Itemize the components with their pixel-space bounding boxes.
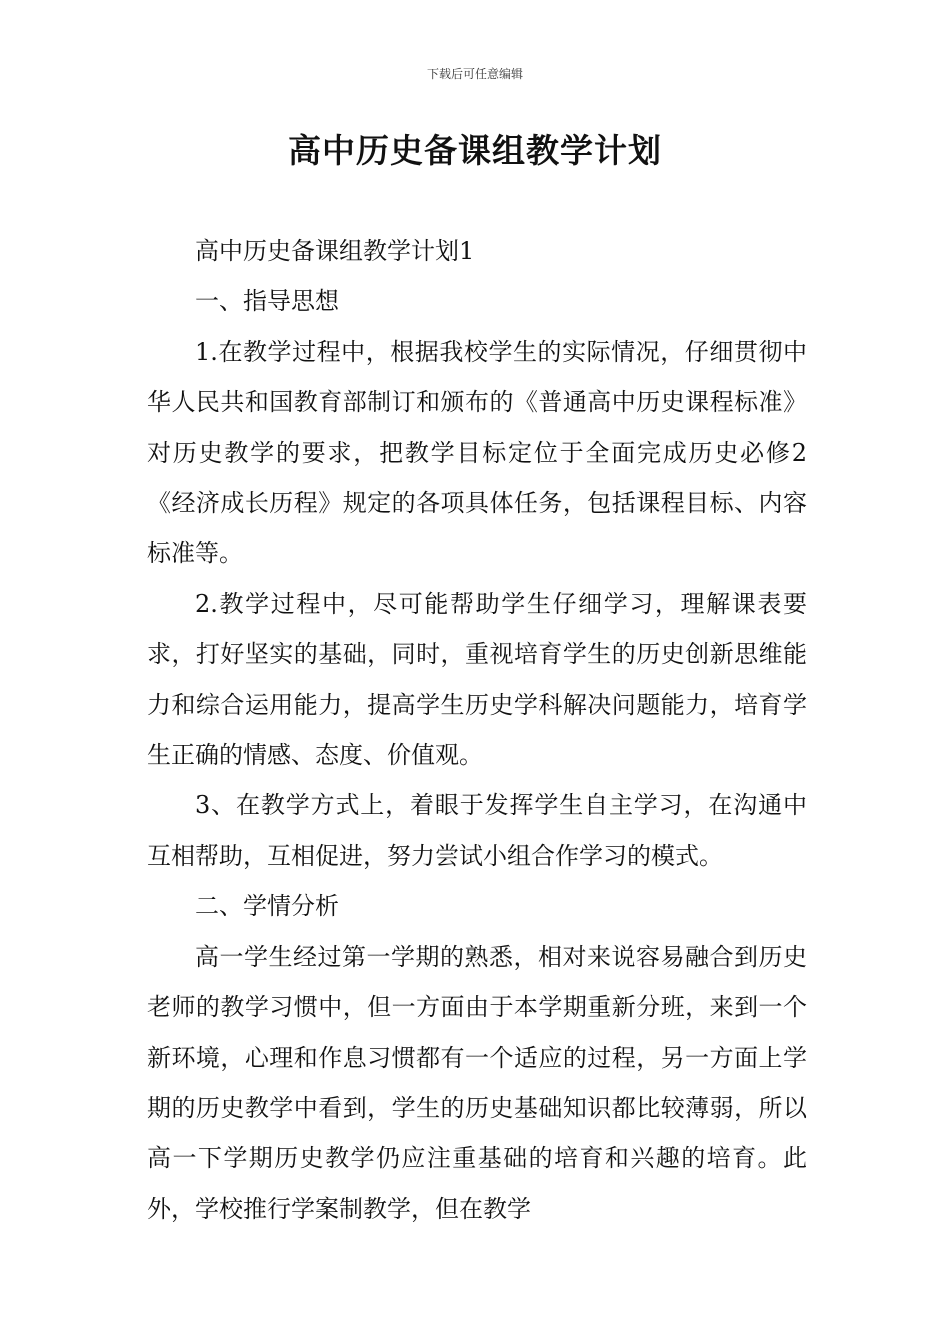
document-body: [147, 226, 807, 1234]
paragraph-1: 1.在教学过程中，根据我校学生的实际情况，仔细贯彻中华人民共和国教育部制订和颁布的《普通高中历史课程标准》对历史教学的要求，把教学目标定位于全面完成历史必修2《经济成长历程》规定的各项具体任务，包括课程目标、内容标准等。: [147, 337, 807, 568]
paragraph-student-analysis: 高一学生经过第一学期的熟悉，相对来说容易融合到历史老师的教学习惯中，但一方面由于本学期重新分班，来到一个新环境，心理和作息习惯都有一个适应的过程，另一方面上学期的历史教学中看到，学生的历史基础知识都比较薄弱，所以高一下学期历史教学仍应注重基础的培育和兴趣的培育。此外，学校推行学案制教学，但在教学: [147, 942, 807, 1223]
section-heading-guiding-ideology: 一、指导思想: [195, 287, 339, 316]
header-note: 下载后可任意编辑: [426, 67, 523, 81]
paragraph-2: 2.教学过程中，尽可能帮助学生仔细学习，理解课表要求，打好坚实的基础，同时，重视培育学生的历史创新思维能力和综合运用能力，提高学生历史学科解决问题能力，培育学生正确的情感、态度、价值观。: [147, 589, 807, 770]
section-heading-student-analysis: 二、学情分析: [195, 892, 339, 921]
document-title: 高中历史备课组教学计划: [288, 131, 662, 170]
paragraph-3: 3、在教学方式上，着眼于发挥学生自主学习，在沟通中互相帮助，互相促进，努力尝试小组合作学习的模式。: [147, 791, 807, 870]
subtitle-paragraph: 高中历史备课组教学计划1: [195, 237, 475, 265]
